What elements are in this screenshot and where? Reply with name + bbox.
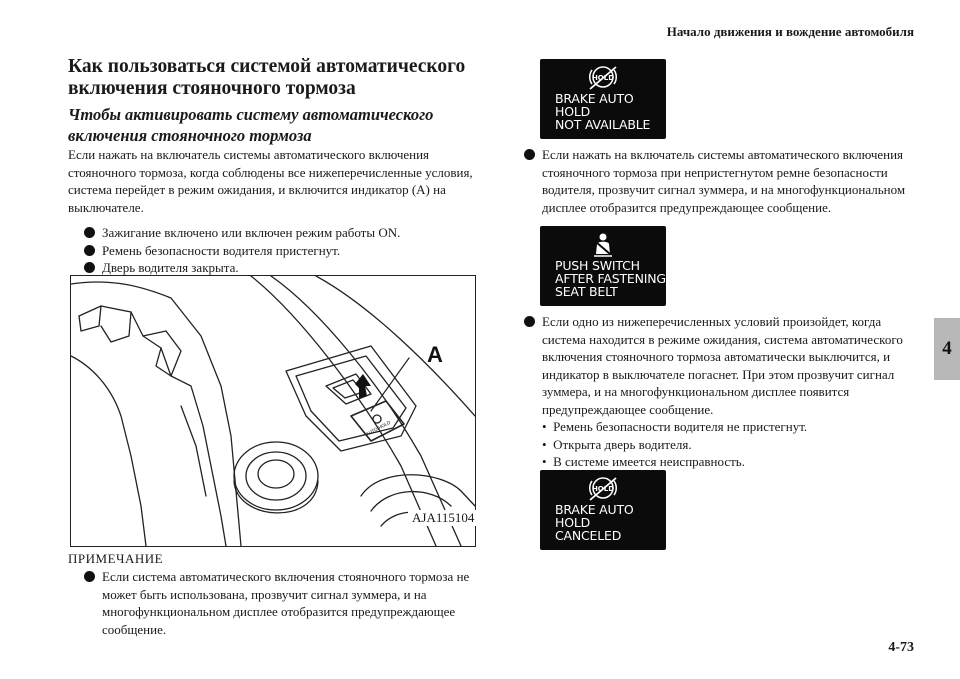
display-push-switch [540, 226, 666, 306]
belt-warning-list [524, 146, 924, 216]
console-illustration [70, 275, 476, 547]
svg-text:HOLD: HOLD [591, 74, 615, 82]
brake-hold-icon [586, 65, 620, 93]
console-drawing [71, 276, 475, 546]
brake-hold-icon [586, 476, 620, 504]
chapter-tab: 4 [934, 318, 960, 380]
conditions-list [84, 224, 484, 277]
callout-label: A [427, 342, 443, 367]
bullet-icon [84, 262, 95, 273]
list-item: Если одно из нижеперечисленных условий произойдет, когда система находится в режиме ожидания, система автоматического включения стояночного тормоза автоматически выключится, и индикатор в выключателе погаснет. При этом прозвучит сигнал зуммера, и на многофункциональном дисплее появится предупреждающее сообщение. • Ремень безопасности водителя не пристегнут. • Открыта дверь водителя. • В системе имеется неисправность. [524, 313, 924, 471]
svg-text:HOLD: HOLD [591, 485, 615, 493]
list-item: Ремень безопасности водителя пристегнут. [84, 242, 484, 260]
page-number: 4-73 [888, 640, 914, 655]
auto-hold-button-label: AUTO HOLD [365, 420, 392, 438]
cancel-conditions [542, 418, 924, 471]
display-message: BRAKE AUTO HOLD CANCELED [555, 502, 634, 543]
display-message: BRAKE AUTO HOLD NOT AVAILABLE [555, 91, 651, 132]
list-item: • Открыта дверь водителя. [542, 436, 692, 452]
note-list [84, 568, 484, 638]
list-item: Зажигание включено или включен режим работы ON. [84, 224, 484, 242]
list-item: • В системе имеется неисправность. [542, 454, 745, 469]
bullet-icon [84, 571, 95, 582]
intro-paragraph: Если нажать на включатель системы автоматического включения стояночного тормоза, когда соблюдены все нижеперечисленные условия, система перейдет в режим ожидания, и включится индикатор (A) на выключателе. [68, 147, 473, 215]
list-item: Если нажать на включатель системы автоматического включения стояночного тормоза при непристегнутом ремне безопасности водителя, прозвучит сигнал зуммера, и на многофункциональном дисплее отобразится предупреждающее сообщение. [524, 146, 924, 216]
list-item: • Ремень безопасности водителя не пристегнут. [542, 419, 808, 434]
bullet-icon [524, 149, 535, 160]
list-item: Дверь водителя закрыта. [84, 259, 484, 277]
figure-code: AJA115104 [408, 510, 478, 526]
section-subtitle: Чтобы активировать систему автоматического включения стояночного тормоза [68, 105, 434, 145]
bullet-icon [84, 245, 95, 256]
note-heading: ПРИМЕЧАНИЕ [68, 551, 164, 566]
running-header: Начало движения и вождение автомобиля [666, 24, 914, 39]
display-canceled [540, 470, 666, 550]
list-item: Если система автоматического включения стояночного тормоза не может быть использована, прозвучит сигнал зуммера, и на многофункциональном дисплее отобразится предупреждающее сообщение. [84, 568, 484, 638]
seat-belt-icon [590, 232, 616, 258]
bullet-icon [84, 227, 95, 238]
cancel-list [524, 313, 924, 471]
display-not-available [540, 59, 666, 139]
page-title: Как пользоваться системой автоматического включения стояночного тормоза [68, 56, 466, 99]
bullet-icon [524, 316, 535, 327]
display-message: PUSH SWITCH AFTER FASTENING SEAT BELT [555, 258, 666, 299]
